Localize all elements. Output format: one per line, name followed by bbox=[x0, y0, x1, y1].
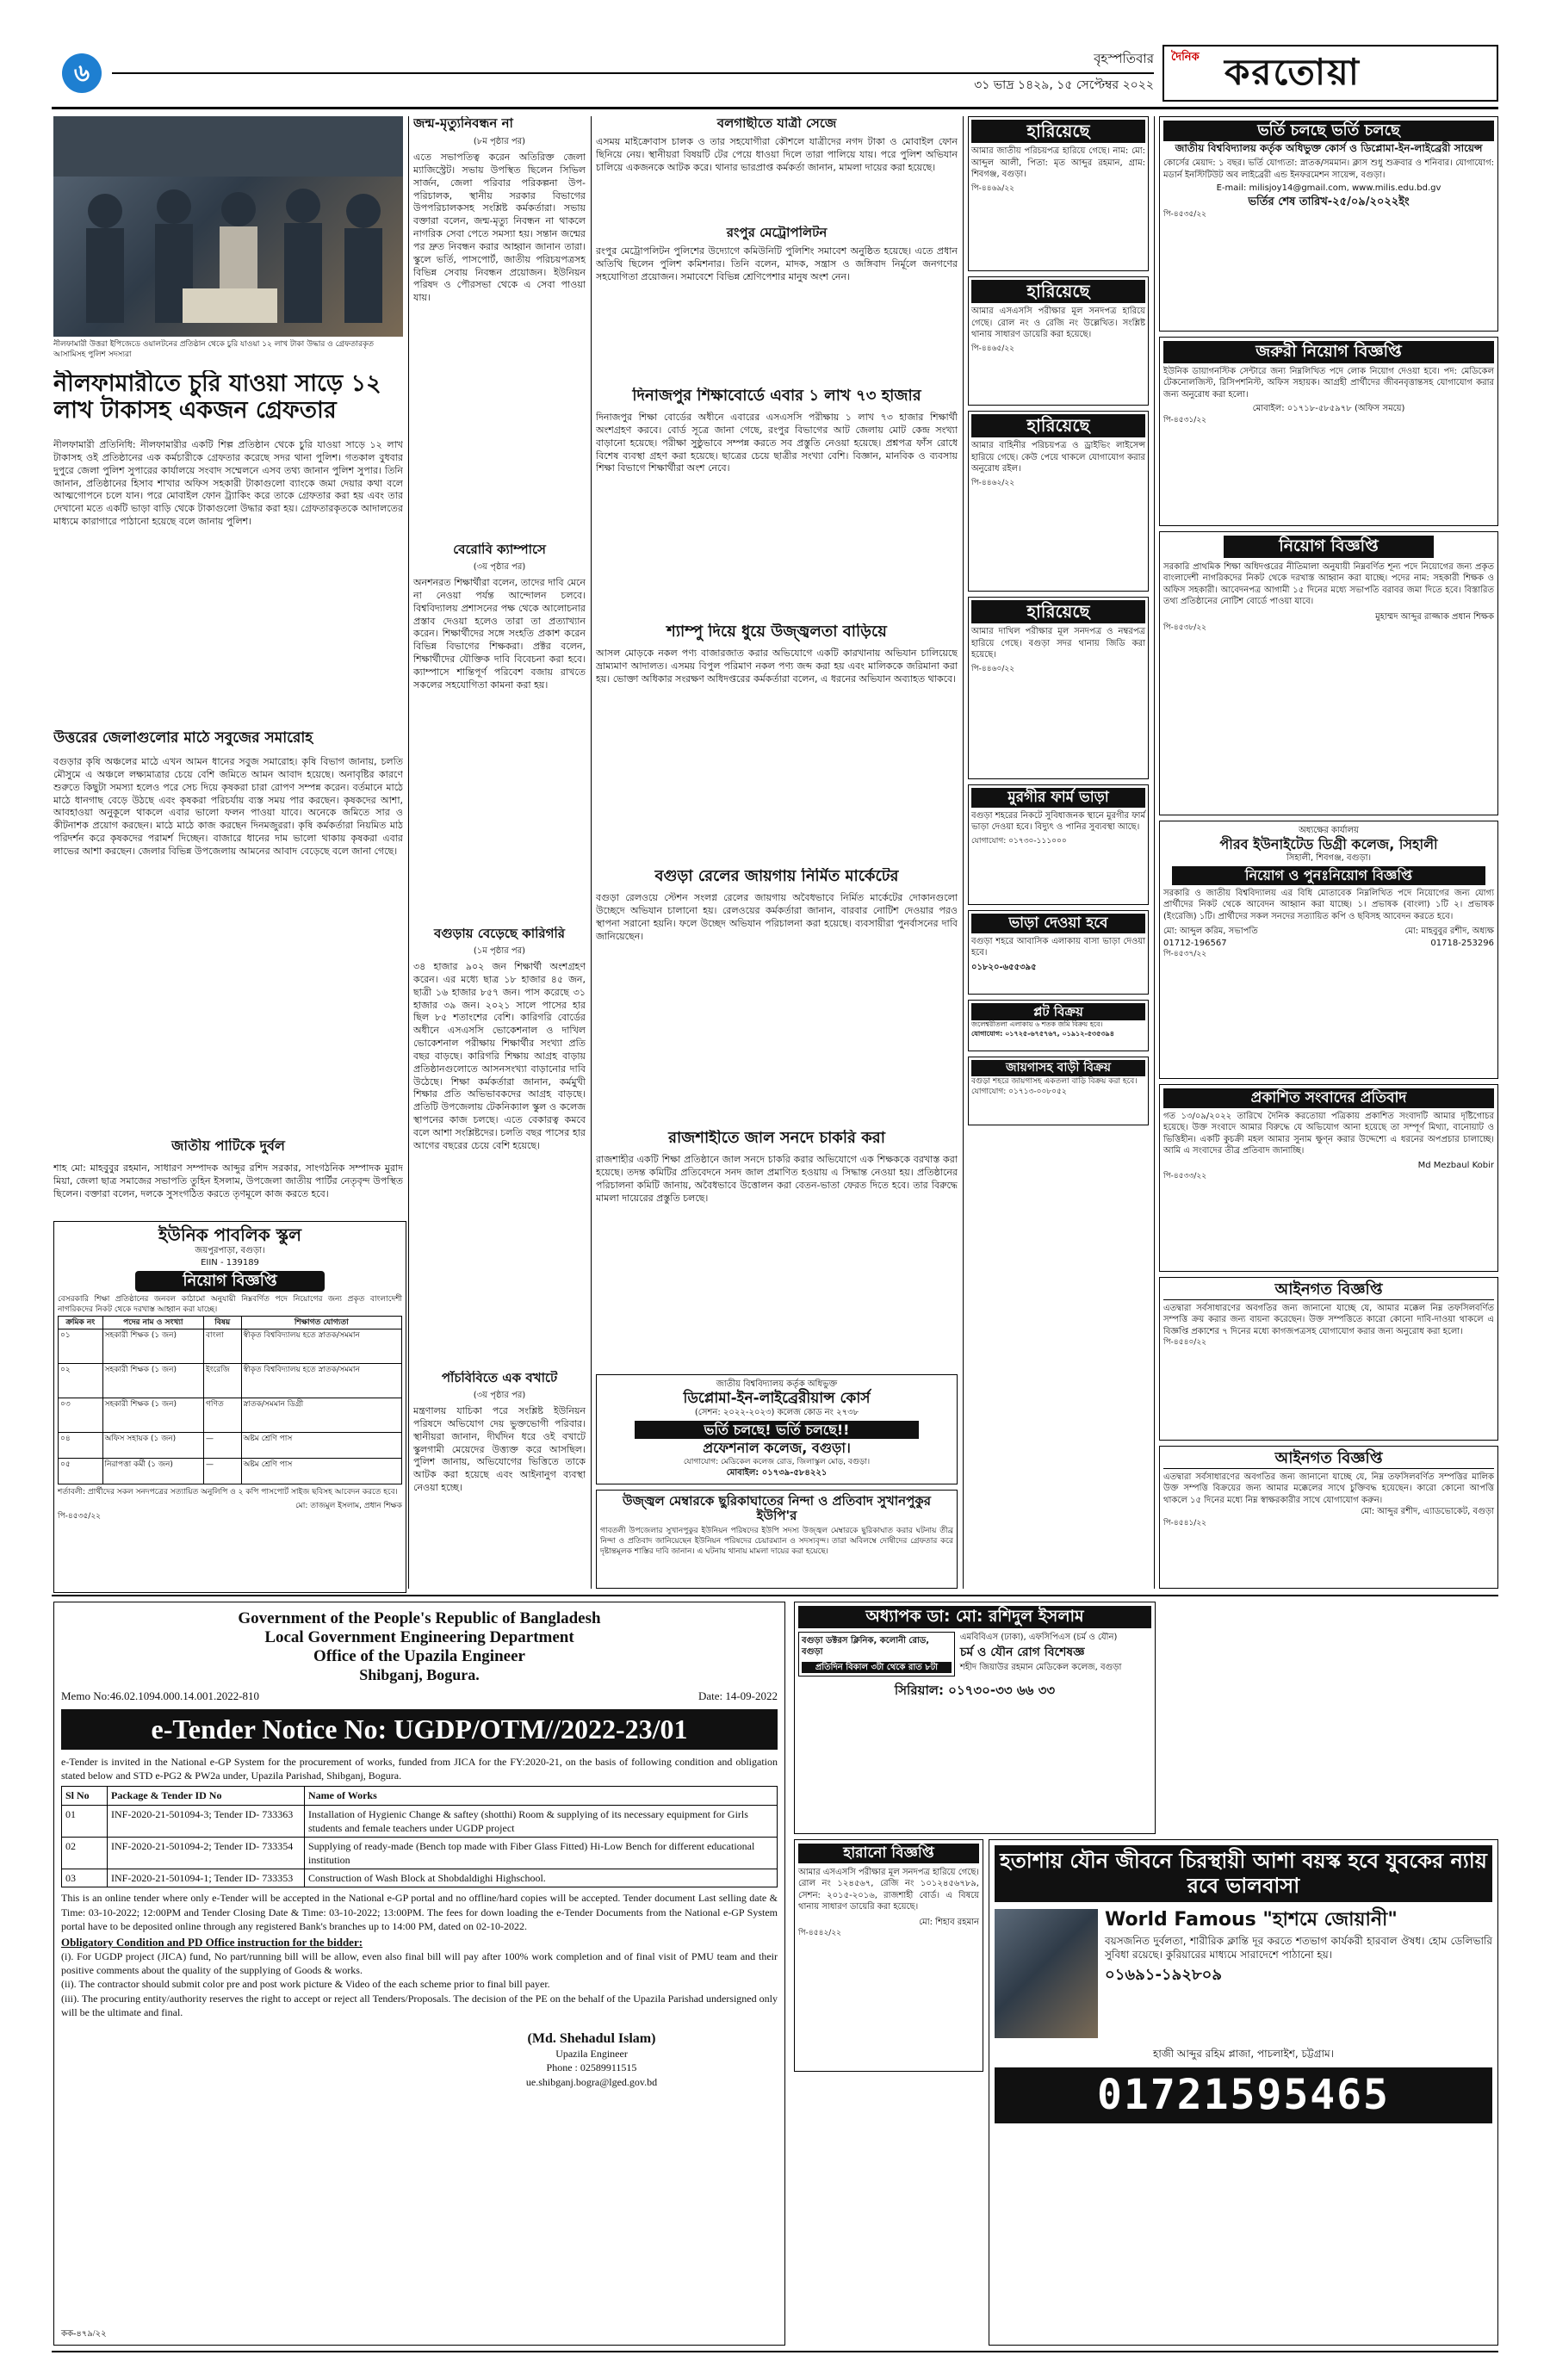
headline-birth-death: জন্ম-মৃত্যুনিবন্ধন না bbox=[413, 116, 513, 131]
police-group-photo-icon bbox=[53, 116, 403, 337]
tender-table bbox=[61, 1786, 778, 1887]
college-ad-phone2: 01718-253296 bbox=[1430, 938, 1494, 948]
diploma-title: ডিপ্লোমা-ইন-লাইব্রেরীয়ান্স কোর্স bbox=[683, 1389, 871, 1407]
ad-title: হারিয়েছে bbox=[971, 280, 1145, 303]
school-ad-sign: মো: তাজমুল ইসলাম, প্রধান শিক্ষক bbox=[295, 1501, 402, 1510]
tender-intro: e-Tender is invited in the National e-GP System for the procurement of works, funded from JICA for the FY:2020-21, on the basis of following condition and obligation stated below and STD e-PG2 & PW2a under, Upazila Parishad, Shibganj, Bogura. bbox=[61, 1755, 778, 1782]
article-technical-education: ৩৪ হাজার ৯০২ জন শিক্ষার্থী অংশগ্রহণ করেন। এর মধ্যে ছাত্র ১৮ হাজার ৪৫ জন, ছাত্রী ১৬ হাজার ৮৫৭ জন। পাস করেছে ৩১ হাজার ৩৯ জন। ২০২১ সালে পাসের হার ছিল ৮৫ শতাংশের বেশি। কারিগরি বোর্ডের অধীনে এসএসসি ভোকেশনাল ও দাখিল ভোকেশনাল পরীক্ষায় শিক্ষার্থীর সংখ্যা প্রতি বছর বাড়ছে। কারিগরি শিক্ষায় আগ্রহ বাড়ায় প্রতিষ্ঠানগুলোতে আসনসংখ্যা বাড়ানোর দাবি উঠেছে। শিক্ষা কর্মকর্তারা জানান, কর্মমুখী শিক্ষার প্রতি অভিভাবকদের আগ্রহ বাড়ছে। প্রতিটি উপজেলায় টেকনিক্যাল স্কুল ও কলেজ স্থাপনের কাজ চলছে। এতে বেকারত্ব কমবে বলে আশা সংশ্লিষ্টদের। চলতি বছর পাসের হার আগের বছরের চেয়ে বেশি হয়েছে। bbox=[413, 961, 586, 1151]
tender-condition: (i). For UGDP project (JICA) fund, No part/running bill will be allow, even also final bill will pay after 100% work completion and of final visit of PMU team and their positive comments about the quality of the supplying of Goods & works. bbox=[61, 1949, 778, 1977]
library-admission-ad bbox=[1159, 116, 1498, 332]
classified-ad bbox=[968, 116, 1149, 271]
tender-dept: Local Government Engineering Department bbox=[264, 1627, 574, 1646]
tender-body: This is an online tender where only e-Tender will be accepted in the National e-GP portal and no offline/hard copies will be accepted. Tender document Last selling date & Time: 03-10-2022; 12:00PM and Tender Closing Date & Time: 03-10-2022; 13:00PM. The fees for down loading the e-Tender Documents from the National e-GP System portal have to be deposited online through any registered Bank's branches up to 14:00 PM, dated on 02-10-2022. bbox=[61, 1892, 778, 1932]
article-berobi: অনশনরত শিক্ষার্থীরা বলেন, তাদের দাবি মেনে না নেওয়া পর্যন্ত আন্দোলন চলবে। বিশ্ববিদ্যালয় প্রশাসনের পক্ষ থেকে আলোচনার প্রস্তাব দেওয়া হলেও তারা তা প্রত্যাখ্যান করেন। শিক্ষার্থীদের সঙ্গে সংহতি প্রকাশ করেন বিভিন্ন বিভাগের শিক্ষকরা। প্রক্টর বলেন, শিক্ষার্থীদের যৌক্তিক দাবি বিবেচনা করা হবে। ক্যাম্পাসে শান্তিপূর্ণ পরিবেশ বজায় রাখতে সকলের সহযোগিতা কামনা করা হয়। bbox=[413, 577, 586, 691]
article-green-fields: বগুড়ার কৃষি অঞ্চলের মাঠে এখন আমন ধানের সবুজ সমারোহ। কৃষি বিভাগ জানায়, চলতি মৌসুমে এ অঞ্চলে লক্ষ্যমাত্রার চেয়ে বেশি জমিতে আমন আবাদ হয়েছে। অনাবৃষ্টির কারণে শুরুতে কিছুটা সমস্যা হলেও পরে সেচ দিয়ে কৃষকরা চারা রোপণ সম্পন্ন করেন। বর্তমানে মাঠে মাঠে ধানগাছ বেড়ে উঠছে এবং কৃষকরা পরিচর্যায় ব্যস্ত সময় পার করছেন। কৃষকদের আশা, আবহাওয়া অনুকূলে থাকলে এবার ভালো ফলন পাওয়া যাবে। অনেকে জমিতে সার ও কীটনাশক প্রয়োগ করছেন। মাঠে মাঠে কাজ করছেন দিনমজুররা। কৃষি কর্মকর্তারা নিয়মিত মাঠ পরিদর্শন করে কৃষকদের পরামর্শ দিচ্ছেন। বাজারে ধানের দাম ভালো থাকায় কৃষকরা এবার লাভের আশা করছেন। জেলার বিভিন্ন উপজেলায় আমনের আবাদ বেড়েছে বলে জানা গেছে। bbox=[53, 756, 403, 857]
college-recruitment-ad bbox=[1159, 821, 1498, 1079]
recruitment-ad-body: সরকারি প্রাথমিক শিক্ষা অধিদপ্তরের নীতিমালা অনুযায়ী নিম্নবর্ণিত শূন্য পদে নিয়োগের জন্য প্রকৃত বাংলাদেশী নাগরিকদের নিকট থেকে দরখাস্ত আহ্বান করা যাচ্ছে। পদের নাম: সহকারী শিক্ষক ও অফিস সহকারী। আবেদনপত্র আগামী ১৫ দিনের মধ্যে সভাপতি বরাবর জমা দিতে হবে। বিস্তারিত তথ্য প্রতিষ্ঠানের নোটিশ বোর্ডে পাওয়া যাবে। bbox=[1163, 561, 1494, 607]
herbal-ad-title: হতাশায় যৌন জীবনে চিরস্থায়ী আশা বয়স্ক হবে যুবকের ন্যায় রবে ভালবাসা bbox=[995, 1845, 1492, 1902]
college-ad-code: পি-৪৫৩৭/২২ bbox=[1163, 950, 1207, 959]
library-ad-title: ভর্তি চলছে ভর্তি চলছে bbox=[1163, 121, 1494, 141]
doctor-serial: সিরিয়াল: ০১৭৩০-৩৩ ৬৬ ৩৩ bbox=[894, 1683, 1056, 1699]
school-ad-note: শর্তাবলী: প্রার্থীদের সকল সনদপত্রের সত্যায়িত অনুলিপি ও ২ কপি পাসপোর্ট সাইজ ছবিসহ আবেদন করতে হবে। bbox=[58, 1487, 398, 1497]
table-row: 01 INF-2020-21-501094-3; Tender ID- 733363 Installation of Hygienic Change & saftey (shotthi) Room & supplying of its necessary equipment for Girls students and female teachers under UGDP project bbox=[62, 1805, 778, 1837]
article-panchbibi: মন্ত্রণালয় যাচিকা পরে সংশ্লিষ্ট ইউনিয়ন পরিষদে অভিযোগ দেয় ভুক্তভোগী পরিবার। স্থানীয়রা জানান, দীর্ঘদিন ধরে ওই বখাটে স্কুলগামী মেয়েদের উত্ত্যক্ত করে আসছিল। পুলিশ জানায়, অভিযোগের ভিত্তিতে তাকে আটক করা হয়েছে এবং আইনানুগ ব্যবস্থা নেওয়া হচ্ছে। bbox=[413, 1405, 586, 1494]
table-row: ০১ সহকারী শিক্ষক (১ জন) বাংলা স্বীকৃত বিশ্ববিদ্যালয় হতে স্নাতক/সমমান bbox=[59, 1329, 402, 1363]
doctor-chamber: বগুড়া ডক্টরস ক্লিনিক, কলোনী রোড, বগুড়া bbox=[802, 1635, 930, 1658]
ad-title: হারিয়েছে bbox=[971, 414, 1145, 437]
masthead-logo-name: করতোয়া bbox=[1224, 51, 1361, 93]
ad-body: আমার এসএসসি পরীক্ষার মূল সনদপত্র হারিয়ে গেছে। রোল নং ও রেজি নং উল্লেখিত। সংশ্লিষ্ট থানায় সাধারণ ডায়েরি করা হয়েছে। bbox=[971, 307, 1145, 339]
tender-table-header: Sl No bbox=[62, 1787, 108, 1805]
herbal-ad-phone-small: ০১৬৯১-১৯২৮০৯ bbox=[1105, 1966, 1223, 1985]
recruitment-ad-title: নিয়োগ বিজ্ঞপ্তি bbox=[1224, 536, 1434, 558]
school-ad-intro: বেসরকারি শিক্ষা প্রতিষ্ঠানের জনবল কাঠামো অনুযায়ী নিম্নবর্ণিত পদে নিয়োগের জন্য প্রকৃত বাংলাদেশী নাগরিকদের নিকট থেকে দরখাস্ত আহ্বান করা যাচ্ছে। bbox=[58, 1295, 402, 1315]
library-ad-body: কোর্সের মেয়াদ: ১ বছর। ভর্তি যোগ্যতা: স্নাতক/সমমান। ক্লাস শুধু শুক্রবার ও শনিবার। যোগাযোগ: মডার্ন ইনস্টিটিউট অব লাইব্রেরী এন্ড ইনফরমেশন সায়েন্স, বগুড়া। bbox=[1163, 158, 1494, 180]
lost-notice-body: আমার এসএসসি পরীক্ষার মূল সনদপত্র হারিয়ে গেছে। রোল নং ১২৪৫৬৭, রেজি নং ১০১২৪৫৬৭৮৯, সেশন: ২০১৫-২০১৬, রাজশাহী বোর্ড। এ বিষয়ে থানায় সাধারণ ডায়েরি করা হয়েছে। bbox=[798, 1867, 979, 1912]
tender-memo: Memo No:46.02.1094.000.14.001.2022-810 bbox=[61, 1689, 260, 1703]
classified-ad bbox=[968, 1057, 1149, 1125]
legal-ad-sign: মো: আব্দুর রশীদ, এ্যাডভোকেট, বগুড়া bbox=[1361, 1507, 1494, 1517]
doctor-ad bbox=[794, 1602, 1156, 1834]
ad-title: হারিয়েছে bbox=[971, 600, 1145, 623]
continuation-label: (৩য় পৃষ্ঠার পর) bbox=[473, 562, 526, 572]
diploma-institute: প্রফেশনাল কলেজ, বগুড়া। bbox=[703, 1440, 851, 1457]
school-table-header: ক্রমিক নং bbox=[59, 1316, 103, 1329]
headline-rangpur: রংপুর মেট্রোপলিটন bbox=[726, 226, 828, 240]
tender-table-header: Package & Tender ID No bbox=[108, 1787, 305, 1805]
article-nilphamari: নীলফামারী প্রতিনিধি: নীলফামারীর একটি শিল্প প্রতিষ্ঠান থেকে চুরি যাওয়া সাড়ে ১২ লাখ টাকাসহ ওই প্রতিষ্ঠানের এক কর্মচারীকে গ্রেফতার করেছে সদর থানা পুলিশ। গতকাল বুধবার দুপুরে জেলা পুলিশ সুপারের কার্যালয়ে সংবাদ সম্মেলনে এসব তথ্য জানান পুলিশ সুপার। তিনি জানান, প্রতিষ্ঠানের হিসাব শাখার অফিস সহকারী টাকাগুলো ব্যাংকে জমা দেয়ার কথা বলে আত্মগোপনে চলে যান। পরে মোবাইল ফোন ট্র্যাকিং করে তাকে গ্রেফতার করা হয় এবং তার দেখানো মতে একটি ভাড়া বাড়ি থেকে টাকাগুলো উদ্ধার করা হয়। গ্রেফতারকৃতকে আদালতের মাধ্যমে কারাগারে পাঠানো হয়েছে বলে জানায় পুলিশ। bbox=[53, 439, 403, 528]
diploma-pre: জাতীয় বিশ্ববিদ্যালয় কর্তৃক অধিভুক্ত bbox=[716, 1379, 838, 1389]
legal-ad-title: আইনগত বিজ্ঞপ্তি bbox=[1163, 1281, 1494, 1300]
ad-body: আমার জাতীয় পরিচয়পত্র হারিয়ে গেছে। নাম: মো: আব্দুল আলী, পিতা: মৃত আব্দুর রহমান, গ্রাম: শিবগঞ্জ, বগুড়া। bbox=[971, 146, 1145, 179]
ad-title: প্লট বিক্রয় bbox=[971, 1003, 1145, 1020]
recruitment-ad-sign: মুহাম্মদ আব্দুর রাজ্জাক প্রধান শিক্ষক bbox=[1375, 611, 1494, 622]
school-address: জয়পুরপাড়া, বগুড়া। bbox=[195, 1246, 265, 1255]
classified-ad bbox=[968, 597, 1149, 779]
rebuttal-ad-code: পি-৪৫৩৩/২২ bbox=[1163, 1172, 1207, 1181]
tender-title: e-Tender Notice No: UGDP/OTM//2022-23/01 bbox=[61, 1709, 778, 1750]
lost-notice-ad bbox=[794, 1839, 983, 2072]
college-ad-sign2: মো: মাহবুবুর রশীদ, অধ্যক্ষ bbox=[1404, 927, 1494, 937]
headline-berobi: বেরোবি ক্যাম্পাসে bbox=[453, 542, 546, 557]
diploma-session: (সেশন: ২০২২-২০২৩) কলেজ কোড নং ২৭৩৮ bbox=[694, 1408, 859, 1418]
diploma-admission-ad bbox=[596, 1374, 958, 1484]
headline-bogura-rail: বগুড়া রেলের জায়গায় নির্মিত মার্কেটের bbox=[654, 868, 899, 885]
rebuttal-ad bbox=[1159, 1084, 1498, 1272]
article-birth-death: এতে সভাপতিত্ব করেন অতিরিক্ত জেলা ম্যাজিস্ট্রেট। সভায় উপস্থিত ছিলেন সিভিল সার্জন, জেলা পরিবার পরিকল্পনা উপ-পরিচালক, স্থানীয় সরকার বিভাগের উপপরিচালকসহ সংশ্লিষ্ট কর্মকর্তারা। সভায় বক্তারা বলেন, জন্ম-মৃত্যু নিবন্ধন না থাকলে নাগরিক সেবা পেতে সমস্যা হয়। সন্তান জন্মের পর দ্রুত নিবন্ধন করার আহ্বান জানান তারা। স্কুলে ভর্তি, পাসপোর্ট, জাতীয় পরিচয়পত্রসহ বিভিন্ন সেবায় নিবন্ধন প্রয়োজন। ইউনিয়ন পরিষদ ও পৌরসভা থেকে এ সেবা পাওয়া যায়। bbox=[413, 152, 586, 304]
doctor-credentials: এমবিবিএস (ঢাকা), এফসিপিএস (চর্ম ও যৌন) bbox=[959, 1632, 1118, 1642]
protest-title: উজ্জ্বল মেম্বারকে ছুরিকাঘাতের নিন্দা ও প্রতিবাদ সুখানপুকুর ইউপি'র bbox=[622, 1493, 932, 1524]
ad-title: ভাড়া দেওয়া হবে bbox=[971, 914, 1145, 933]
classified-ad bbox=[968, 784, 1149, 905]
doctor-hospital: শহীদ জিয়াউর রহমান মেডিকেল কলেজ, বগুড়া bbox=[959, 1663, 1122, 1673]
legal-ad-code: পি-৪৫৪১/২২ bbox=[1163, 1518, 1207, 1528]
diploma-banner: ভর্তি চলছে! ভর্তি চলছে!! bbox=[635, 1421, 919, 1440]
legal-notice-ad bbox=[1159, 1277, 1498, 1441]
ad-body: বগুড়া শহরের নিকটে সুবিধাজনক স্থানে মুরগীর ফার্ম ভাড়া দেওয়া হবে। বিদ্যুৎ ও পানির সুব্যবস্থা আছে। bbox=[971, 810, 1145, 833]
ad-body: জলেশ্বরীতলা এলাকায় ৬ শতক জমি বিক্রয় হবে। bbox=[971, 1020, 1103, 1029]
table-row: ০৩ সহকারী শিক্ষক (১ জন) গণিত স্নাতক/সমমান ডিগ্রী bbox=[59, 1398, 402, 1432]
tender-signatory-title: Upazila Engineer bbox=[555, 2048, 628, 2061]
urgent-recruitment-ad bbox=[1159, 337, 1498, 526]
college-ad-location: সিহালী, শিবগঞ্জ, বগুড়া। bbox=[1286, 852, 1372, 863]
lost-notice-title: হারানো বিজ্ঞপ্তি bbox=[798, 1844, 979, 1863]
school-eiin: EIIN - 139189 bbox=[201, 1257, 259, 1267]
doctor-time: প্রতিদিন বিকাল ৩টা থেকে রাত ৮টা bbox=[802, 1662, 952, 1674]
ad-body: বগুড়া শহরে আবাসিক এলাকায় বাসা ভাড়া দেওয়া হবে। bbox=[971, 936, 1145, 958]
masthead-day: বৃহস্পতিবার bbox=[1094, 51, 1154, 66]
ad-body: আমার দাখিল পরীক্ষার মূল সনদপত্র ও নম্বরপত্র হারিয়ে গেছে। বগুড়া সদর থানায় জিডি করা হয়েছে। bbox=[971, 627, 1145, 660]
tender-date: Date: 14-09-2022 bbox=[698, 1689, 778, 1703]
doctor-specialty: চর্ম ও যৌন রোগ বিশেষজ্ঞ bbox=[959, 1646, 1085, 1660]
headline-shampoo: শ্যাম্পু দিয়ে ধুয়ে উজ্জ্বলতা বাড়িয়ে bbox=[666, 623, 887, 641]
tender-signatory-email: ue.shibganj.bogra@lged.gov.bd bbox=[525, 2075, 658, 2088]
page-number-badge: ৬ bbox=[62, 53, 102, 93]
library-ad-code: পি-৪৫৩৫/২২ bbox=[1163, 209, 1207, 219]
school-table-header: শিক্ষাগত যোগ্যতা bbox=[241, 1316, 401, 1329]
legal-ad-body: এতদ্বারা সর্বসাধারণের অবগতির জন্য জানানো যাচ্ছে যে, আমার মক্কেল নিম্ন তফসিলবর্ণিত সম্পত্তি ক্রয় করার জন্য বায়না করেছেন। উক্ত সম্পত্তিতে কারো কোনো দাবি-দাওয়া থাকলে এ বিজ্ঞপ্তি প্রকাশের ৭ দিনের মধ্যে কাগজপত্রসহ যোগাযোগ করার জন্য অনুরোধ করা হলো। bbox=[1163, 1303, 1494, 1336]
ad-code: যোগাযোগ: ০১৭১৩-০০৮০৫২ bbox=[971, 1088, 1067, 1097]
ad-code: পি-৪৪৬০/২২ bbox=[971, 664, 1015, 673]
school-ad-code: পি-৪৫৩৫/২২ bbox=[58, 1512, 102, 1521]
headline-technical-education: বগুড়ায় বেড়েছে কারিগরি bbox=[433, 927, 566, 941]
table-row: ০৫ নিরাপত্তা কর্মী (১ জন) — অষ্টম শ্রেণি পাস bbox=[59, 1458, 402, 1484]
tender-code: কক-৪৭৯/২২ bbox=[61, 2328, 107, 2339]
classified-ads-column bbox=[968, 116, 1149, 1128]
article-jatiyo-party: শাহ মো: মাহবুবুর রহমান, সাধারণ সম্পাদক আব্দুর রশিদ সরকার, সাংগঠনিক সম্পাদক মুরাদ মিয়া, জেলা ছাত্র সমাজের সভাপতি তুহিন ইসলাম, উপজেলা জাতীয় পার্টির নেতৃবৃন্দ উপস্থিত ছিলেন। বক্তারা বলেন, দলকে সুসংগঠিত করতে তৃণমূলে কাজ করতে হবে। bbox=[53, 1162, 403, 1199]
article-bogura-rail: বগুড়া রেলওয়ে স্টেশন সংলগ্ন রেলের জায়গায় অবৈধভাবে নির্মিত মার্কেটের দোকানগুলো উচ্ছেদে অভিযান চালানো হয়। রেলওয়ের কর্মকর্তারা জানান, বারবার নোটিশ দেওয়ার পরও স্থাপনা সরানো হয়নি। ফলে উচ্ছেদ অভিযান পরিচালনা করা হয়েছে। ব্যবসায়ীরা পুনর্বাসনের দাবি জানিয়েছেন। bbox=[596, 892, 958, 942]
library-ad-subtitle: জাতীয় বিশ্ববিদ্যালয় কর্তৃক অধিভুক্ত কোর্স ও ডিপ্লোমা-ইন-লাইব্রেরী সায়েন্স bbox=[1175, 142, 1483, 155]
protest-body: গাবতলী উপজেলার সুখানপুকুর ইউনিয়ন পরিষদের ইউপি সদস্য উজ্জ্বল মেম্বারকে ছুরিকাঘাত করার ঘটনায় তীব্র নিন্দা ও প্রতিবাদ জানিয়েছেন ইউনিয়ন পরিষদের চেয়ারম্যান ও সদস্যবৃন্দ। তারা অবিলম্বে দোষীদের গ্রেফতার করে দৃষ্টান্তমূলক শাস্তির দাবি জানান। এ ঘটনায় থানায় মামলা দায়ের করা হয়েছে। bbox=[600, 1526, 953, 1556]
herbal-ad-phone: 01721595465 bbox=[995, 2067, 1492, 2123]
continuation-label: (১ম পৃষ্ঠার পর) bbox=[473, 946, 526, 956]
ad-code: যোগাযোগ: ০১৭৩০-১১১০০০ bbox=[971, 836, 1067, 846]
urgent-ad-contact: মোবাইল: ০১৭১৮-৫৮৫৯৭৮ (অফিস সময়ে) bbox=[1252, 404, 1405, 414]
table-row: 03 INF-2020-21-501094-1; Tender ID- 733353 Construction of Wash Block at Shobdaldighi Highschool. bbox=[62, 1869, 778, 1887]
school-recruitment-ad bbox=[53, 1221, 406, 1593]
footer-rule bbox=[52, 2351, 1498, 2352]
tender-notice bbox=[53, 1602, 785, 2346]
college-ad-phone1: 01712-196567 bbox=[1163, 938, 1227, 948]
school-post-table bbox=[58, 1316, 402, 1484]
doctor-name: অধ্যাপক ডা: মো: রশিদুল ইসলাম bbox=[798, 1606, 1151, 1628]
college-ad-sign1: মো: আব্দুল করিম, সভাপতি bbox=[1163, 927, 1258, 937]
legal-ad-code: পি-৪৫৪০/২২ bbox=[1163, 1338, 1207, 1348]
lost-notice-sign: মো: শিহাব রহমান bbox=[919, 1917, 979, 1927]
school-table-header: বিষয় bbox=[204, 1316, 242, 1329]
headline-rajshahi: রাজশাহীতে জাল সনদে চাকরি করা bbox=[668, 1130, 885, 1147]
article-shampoo: আসল মোড়কে নকল পণ্য বাজারজাত করার অভিযোগে একটি কারখানায় অভিযান চালিয়েছে ভ্রাম্যমাণ আদালত। এসময় বিপুল পরিমাণ নকল পণ্য জব্দ করা হয় এবং মালিককে জরিমানা করা হয়। ভোক্তা অধিকার সংরক্ষণ অধিদপ্তরের কর্মকর্তারা বলেন, এ ধরনের অভিযান অব্যাহত থাকবে। bbox=[596, 648, 958, 685]
tender-condition: (ii). The contractor should submit color pre and post work picture & Video of the each scheme prior to final bill payer. bbox=[61, 1978, 550, 1991]
headline-jatiyo-party: জাতীয় পাটিকে দুর্বল bbox=[171, 1138, 285, 1154]
article-rajshahi: রাজশাহীর একটি শিক্ষা প্রতিষ্ঠানে জাল সনদে চাকরি করার অভিযোগে এক শিক্ষককে বরখাস্ত করা হয়েছে। তদন্ত কমিটির প্রতিবেদনে সনদ জাল প্রমাণিত হওয়ায় এ সিদ্ধান্ত নেওয়া হয়। প্রতিষ্ঠানের পরিচালনা কমিটি জানায়, অবৈধভাবে উত্তোলন করা বেতন-ভাতা ফেরত দিতে হবে। তার বিরুদ্ধে মামলা দায়েরের প্রস্তুতি চলছে। bbox=[596, 1154, 958, 1204]
ad-code: যোগাযোগ: ০১৭২৫-৬৭৫৭৬৭, ০১৯১২-৫৩৫৩৯৪ bbox=[971, 1030, 1114, 1038]
college-ad-pre: অধ্যক্ষের কার্যালয় bbox=[1299, 826, 1359, 835]
legal-ad-body: এতদ্বারা সর্বসাধারণের অবগতির জন্য জানানো যাচ্ছে যে, নিম্ন তফসিলবর্ণিত সম্পত্তির মালিক উক্ত সম্পত্তি বিক্রয়ের জন্য আমার মক্কেলের সাথে চুক্তিবদ্ধ হয়েছেন। কারো কোনো আপত্তি থাকলে ১৫ দিনের মধ্যে নিম্ন স্বাক্ষরকারীর সাথে যোগাযোগ করুন। bbox=[1163, 1472, 1494, 1505]
ad-title: হারিয়েছে bbox=[971, 120, 1145, 143]
table-row: ০৪ অফিস সহায়ক (১ জন) — অষ্টম শ্রেণি পাস bbox=[59, 1432, 402, 1458]
school-table-header: পদের নাম ও সংখ্যা bbox=[102, 1316, 204, 1329]
school-name: ইউনিক পাবলিক স্কুল bbox=[158, 1224, 301, 1245]
library-ad-email: E-mail: milisjoy14@gmail.com, www.milis.edu.bd.gv bbox=[1216, 183, 1442, 194]
classified-ad bbox=[968, 276, 1149, 406]
diploma-phone: মোবাইল: ০১৭৩৯-৫৮৪২২১ bbox=[726, 1467, 828, 1478]
person-photo-icon bbox=[995, 1909, 1098, 2038]
urgent-ad-code: পি-৪৫৩১/২২ bbox=[1163, 415, 1207, 425]
ad-body: আমার বাহিনীর পরিচয়পত্র ও ড্রাইভিং লাইসেন্স হারিয়ে গেছে। কেউ পেয়ে থাকলে যোগাযোগ করার অনুরোধ রইল। bbox=[971, 441, 1145, 474]
rebuttal-ad-title: প্রকাশিত সংবাদের প্রতিবাদ bbox=[1163, 1088, 1494, 1108]
ad-title: মুরগীর ফার্ম ভাড়া bbox=[971, 788, 1145, 808]
union-protest-ad bbox=[596, 1490, 958, 1589]
tender-location: Shibganj, Bogura. bbox=[359, 1665, 480, 1683]
headline-green-fields: উত্তরের জেলাগুলোর মাঠে সবুজের সমারোহ bbox=[53, 730, 313, 747]
recruitment-ad-code: পি-৪৫৩৮/২২ bbox=[1163, 623, 1207, 633]
rebuttal-ad-name: Md Mezbaul Kobir bbox=[1417, 1160, 1494, 1170]
herbal-ad-address: হাজী আব্দুর রহিম প্লাজা, পাচলাইশ, চট্টগ্রাম। bbox=[1153, 2047, 1334, 2060]
recruitment-notice-ad bbox=[1159, 531, 1498, 815]
article-rangpur: রংপুর মেট্রোপলিটন পুলিশের উদ্যোগে কমিউনিটি পুলিশিং সমাবেশ অনুষ্ঠিত হয়েছে। এতে প্রধান অতিথি ছিলেন পুলিশ কমিশনার। তিনি বলেন, মাদক, সন্ত্রাস ও জঙ্গিবাদ নির্মূলে জনগণের সহযোগিতা প্রয়োজন। সমাবেশে বিভিন্ন শ্রেণিপেশার মানুষ অংশ নেন। bbox=[596, 245, 958, 282]
school-ad-title: নিয়োগ বিজ্ঞপ্তি bbox=[135, 1271, 325, 1292]
headline-balgachhi: বলগাছীতে যাত্রী সেজে bbox=[716, 116, 837, 131]
table-row: 02 INF-2020-21-501094-2; Tender ID- 733354 Supplying of ready-made (Bench top made with Fiber Glass Fitted) Hi-Low Bench for different educational institution bbox=[62, 1837, 778, 1869]
classified-ad bbox=[968, 910, 1149, 995]
continuation-label: (৩য় পৃষ্ঠার পর) bbox=[473, 1391, 526, 1400]
herbal-medicine-ad bbox=[989, 1839, 1498, 2346]
legal-notice-ad-2 bbox=[1159, 1446, 1498, 1589]
headline-dinajpur-board: দিনাজপুর শিক্ষাবোর্ডে এবার ১ লাখ ৭৩ হাজার bbox=[632, 387, 921, 405]
ad-code: পি-৪৪৬২/২২ bbox=[971, 478, 1015, 487]
lost-notice-code: পি-৪৫৪২/২২ bbox=[798, 1929, 842, 1938]
library-ad-deadline: ভর্তির শেষ তারিখ-২৫/০৯/২০২২ইং bbox=[1248, 195, 1410, 208]
tender-conditions-title: Obligatory Condition and PD Office instruction for the bidder: bbox=[61, 1936, 363, 1949]
tender-gov: Government of the People's Republic of Bangladesh bbox=[238, 1609, 601, 1627]
article-dinajpur-board: দিনাজপুর শিক্ষা বোর্ডের অধীনে এবারের এসএসসি পরীক্ষায় ১ লাখ ৭৩ হাজার শিক্ষার্থী অংশগ্রহণ করবে। বোর্ড সূত্রে জানা গেছে, রংপুর বিভাগের আট জেলায় মোট কেন্দ্র সংখ্যা বাড়ানো হয়েছে। পরীক্ষা সুষ্ঠুভাবে সম্পন্ন করতে সব প্রস্তুতি নেওয়া হয়েছে। প্রশ্নপত্র ফাঁস রোধে বিশেষ ব্যবস্থা গ্রহণ করা হয়েছে। ছাত্রের চেয়ে ছাত্রীর সংখ্যা বেশি। বিজ্ঞান, মানবিক ও ব্যবসায় শিক্ষা বিভাগে শিক্ষার্থীরা অংশ নেবে। bbox=[596, 412, 958, 474]
classified-ad bbox=[968, 411, 1149, 592]
ad-code: ০১৮২০-৬৫৫৩৯৫ bbox=[971, 962, 1037, 972]
college-ad-title: নিয়োগ ও পুনঃনিয়োগ বিজ্ঞপ্তি bbox=[1172, 866, 1485, 885]
urgent-ad-title: জরুরী নিয়োগ বিজ্ঞপ্তি bbox=[1163, 341, 1494, 363]
ad-body: বগুড়া শহরে জায়গাসহ একতলা বাড়ি বিক্রয় করা হবে। bbox=[971, 1076, 1138, 1086]
diploma-address: যোগাযোগ: মেডিকেল কলেজ রোড, জিলাস্কুল মোড়, বগুড়া। bbox=[683, 1457, 871, 1466]
classified-ad bbox=[968, 1000, 1149, 1051]
headline-nilphamari: নীলফামারীতে চুরি যাওয়া সাড়ে ১২ লাখ টাকাসহ একজন গ্রেফতার bbox=[53, 370, 381, 425]
ad-code: পি-৪৪৬৫/২২ bbox=[971, 344, 1015, 353]
college-ad-name: পীরব ইউনাইটেড ডিগ্রী কলেজ, সিহালী bbox=[1219, 835, 1438, 852]
ad-title: জায়গাসহ বাড়ী বিক্রয় bbox=[971, 1060, 1145, 1076]
article-balgachhi: এসময় মাইক্রোবাস চালক ও তার সহযোগীরা কৌশলে যাত্রীদের নগদ টাকা ও মোবাইল ফোন ছিনিয়ে নেয়। স্থানীয়রা বিষয়টি টের পেয়ে ধাওয়া দিলে তারা পালিয়ে যায়। পরে পুলিশ অভিযান চালিয়ে একজনকে আটক করে। থানার ভারপ্রাপ্ত কর্মকর্তা জানান, মামলা দায়ের করা হয়েছে। bbox=[596, 136, 958, 173]
tender-signatory: (Md. Shehadul Islam) bbox=[527, 2030, 656, 2046]
herbal-ad-body: বয়সজনিত দুর্বলতা, শারীরিক ক্লান্তি দূর করতে শতভাগ কার্যকরী হারবাল ঔষধ। হোম ডেলিভারি সুবিধা রয়েছে। কুরিয়ারের মাধ্যমে সারাদেশে পাঠানো হয়। bbox=[1105, 1934, 1492, 1962]
college-ad-body: সরকারি ও জাতীয় বিশ্ববিদ্যালয় এর বিধি মোতাবেক নিম্নলিখিত পদে নিয়োগের জন্য যোগ্য প্রার্থীদের নিকট থেকে আবেদন আহ্বান করা যাচ্ছে। ১। প্রভাষক (বাংলা) ১টি ২। প্রভাষক (ইংরেজি) ১টি। প্রার্থীদের সকল সনদের সত্যায়িত কপি ও ছবিসহ আবেদন করতে হবে। bbox=[1163, 888, 1494, 921]
masthead-date: ৩১ ভাদ্র ১৪২৯, ১৫ সেপ্টেম্বর ২০২২ bbox=[974, 78, 1154, 92]
rebuttal-ad-body: গত ১৩/০৯/২০২২ তারিখে দৈনিক করতোয়া পত্রিকায় প্রকাশিত সংবাদটি আমার দৃষ্টিগোচর হয়েছে। উক্ত সংবাদে আমার বিরুদ্ধে যে অভিযোগ আনা হয়েছে তা সম্পূর্ণ মিথ্যা, বানোয়াট ও ভিত্তিহীন। একটি কুচক্রী মহল আমার সুনাম ক্ষুণ্ন করার উদ্দেশ্যে এ ধরনের অপপ্রচার চালাচ্ছে। আমি এ সংবাদের তীব্র প্রতিবাদ জানাচ্ছি। bbox=[1163, 1111, 1494, 1156]
urgent-ad-body: ইউনিক ডায়াগনস্টিক সেন্টারে জন্য নিম্নলিখিত পদে লোক নিয়োগ দেওয়া হবে। পদ: মেডিকেল টেকনোলজিস্ট, রিসিপশনিস্ট, অফিস সহায়ক। আগ্রহী প্রার্থীদের জীবনবৃত্তান্তসহ যোগাযোগ করার জন্য অনুরোধ করা হলো। bbox=[1163, 366, 1494, 400]
tender-office: Office of the Upazila Engineer bbox=[313, 1646, 525, 1665]
tender-table-header: Name of Works bbox=[305, 1787, 778, 1805]
continuation-label: (৮ম পৃষ্ঠার পর) bbox=[473, 137, 526, 146]
tender-condition: (iii). The procuring entity/authority reserves the right to accept or reject all Tenders/Proposals. The decision of the PE on the behalf of the Upazila Parishad undersigned only will be the ultimate and final. bbox=[61, 1992, 778, 2018]
masthead-logo-small: দৈনিক bbox=[1171, 51, 1200, 64]
table-row: ০২ সহকারী শিক্ষক (১ জন) ইংরেজি স্বীকৃত বিশ্ববিদ্যালয় হতে স্নাতক/সমমান bbox=[59, 1363, 402, 1398]
legal-ad-title: আইনগত বিজ্ঞপ্তি bbox=[1163, 1450, 1494, 1469]
news-photo bbox=[53, 116, 403, 337]
photo-caption: নীলফামারী উত্তরা ইপিজেডে ওয়ালটনের প্রতিষ্ঠান থেকে চুরি যাওয়া ১২ লাখ টাকা উদ্ধার ও গ্রেফতারকৃত আসামিসহ পুলিশ সদস্যরা bbox=[53, 340, 374, 360]
ad-code: পি-৪৪৬৯/২২ bbox=[971, 183, 1015, 193]
masthead-logo bbox=[1162, 45, 1498, 102]
herbal-ad-subtitle: World Famous "হাশমে জোয়ানী" bbox=[1105, 1908, 1398, 1931]
tender-signatory-phone: Phone : 02589911515 bbox=[546, 2061, 637, 2074]
headline-panchbibi: পাঁচবিবিতে এক বখাটে bbox=[441, 1371, 558, 1385]
